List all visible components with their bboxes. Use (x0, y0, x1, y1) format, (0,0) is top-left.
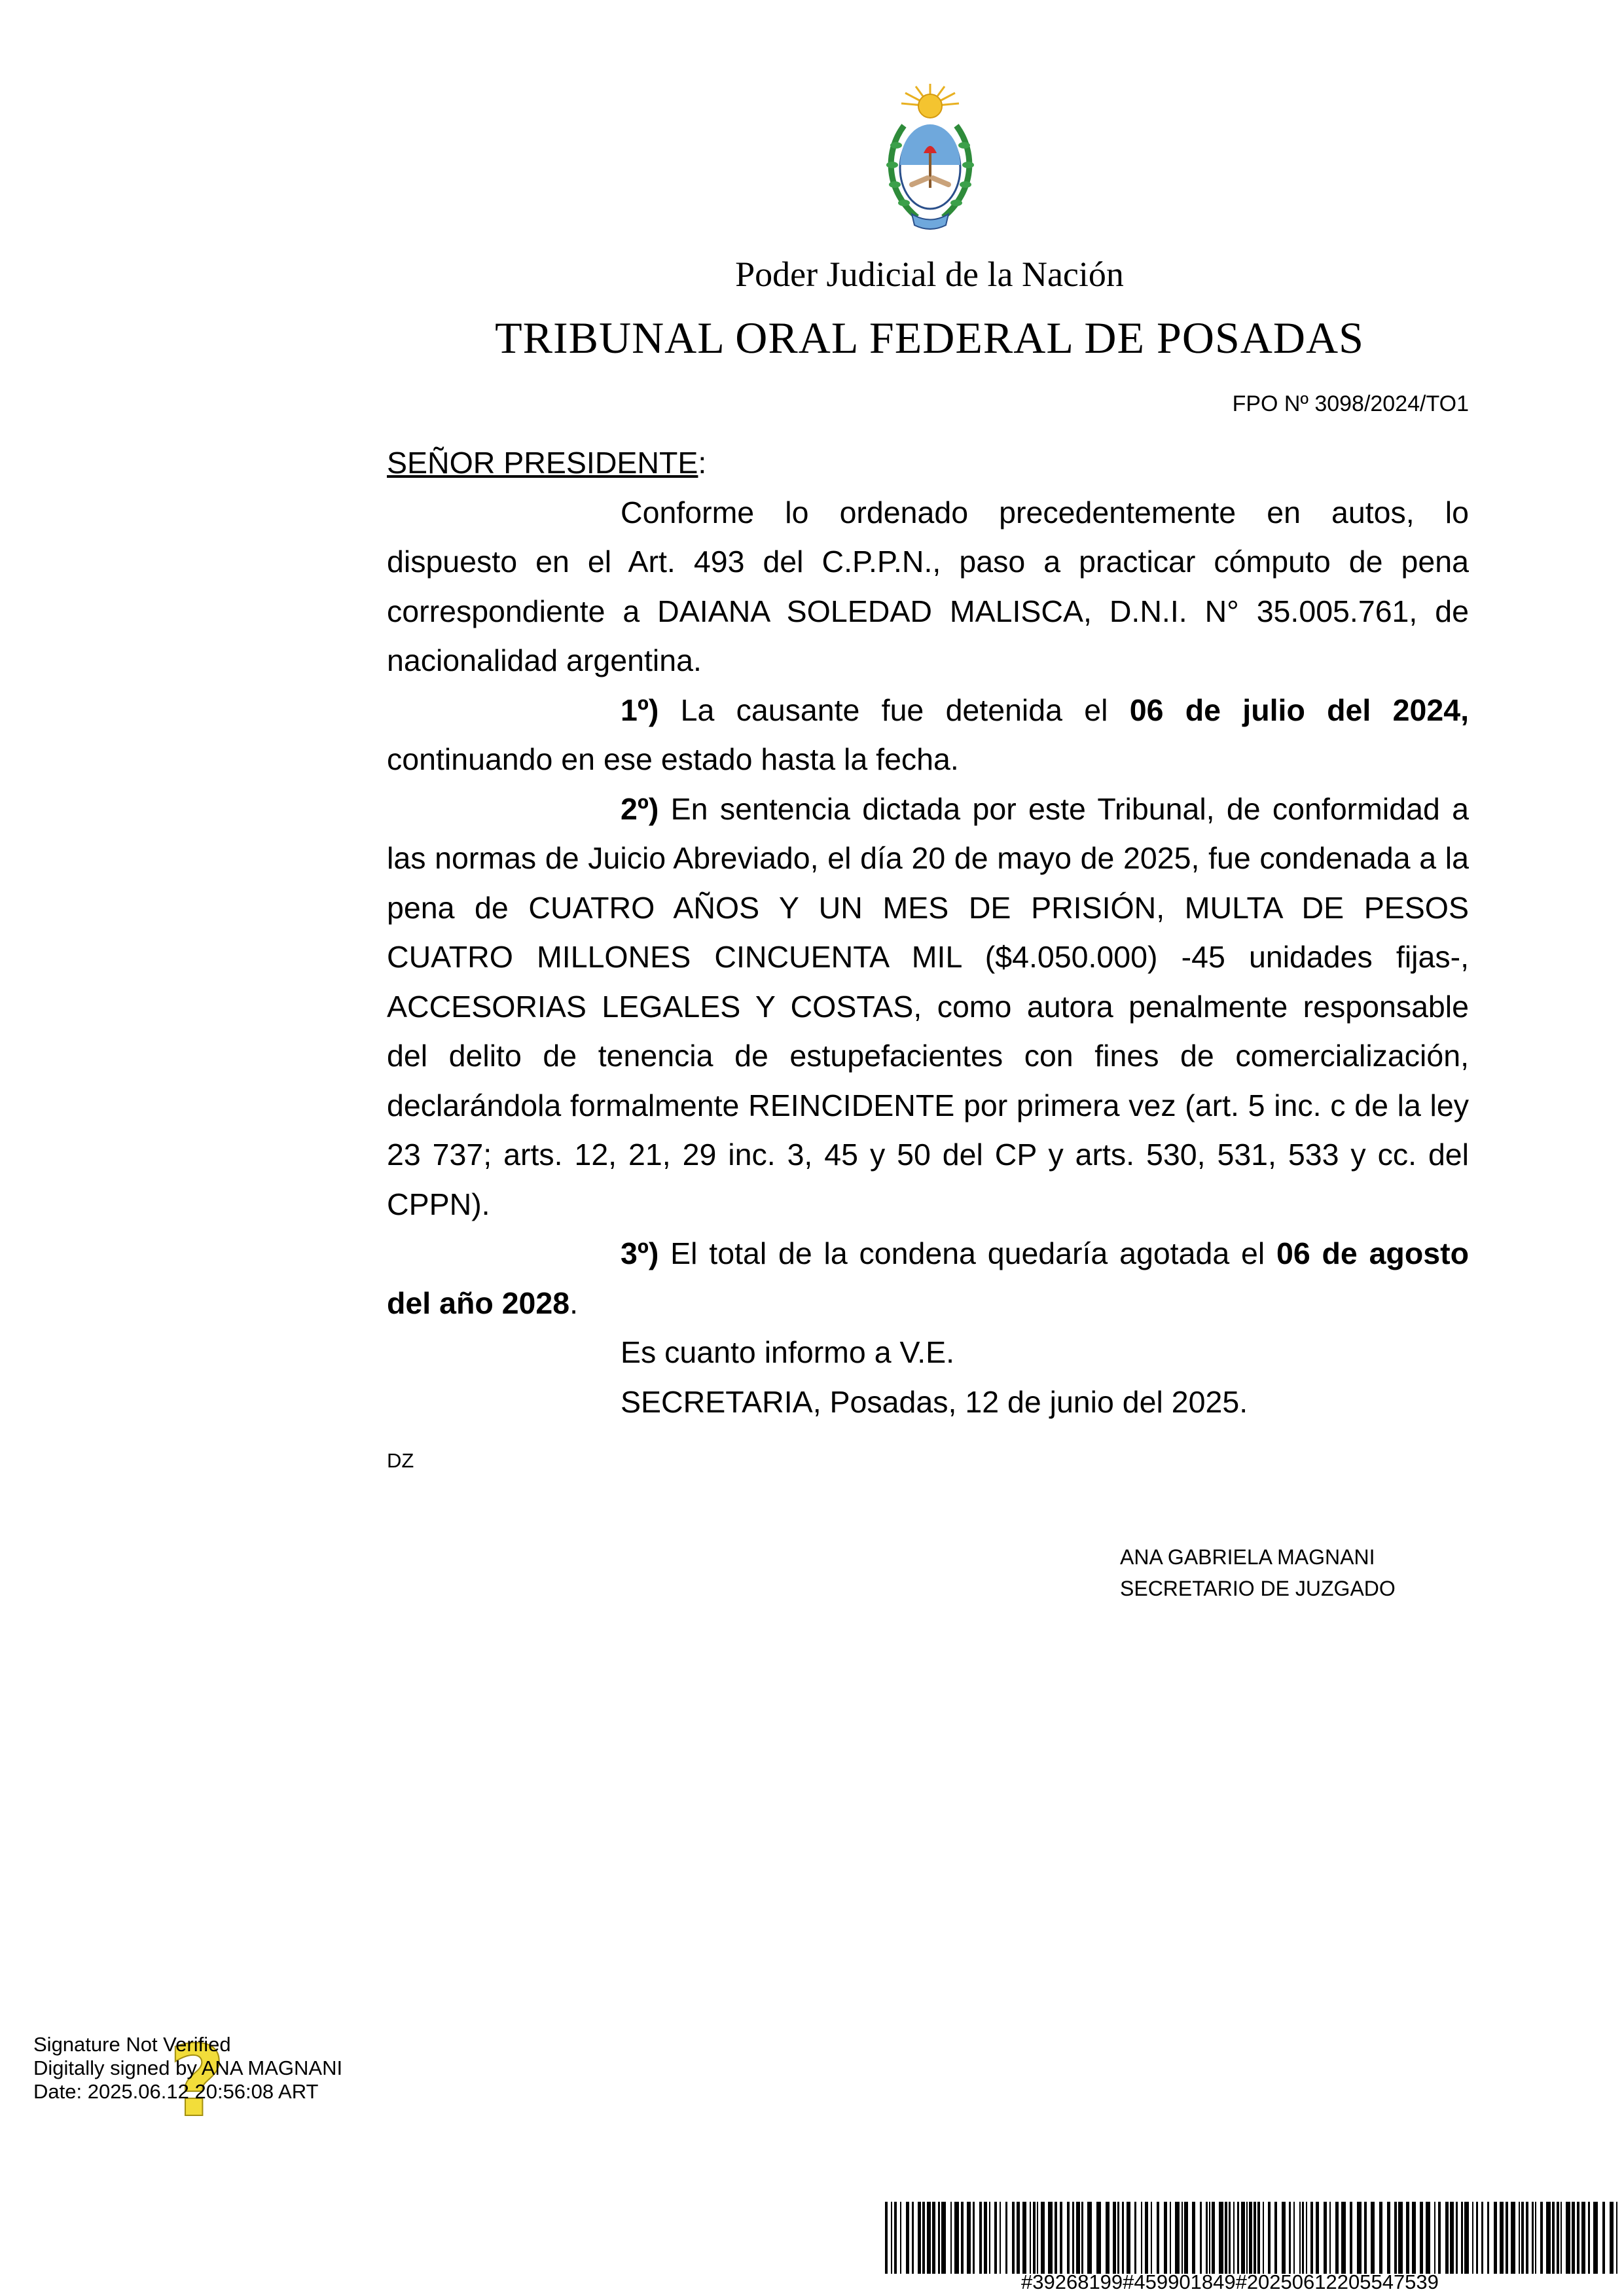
barcode-bar (1005, 2202, 1007, 2274)
barcode-bar (1225, 2202, 1227, 2274)
barcode-bar (1456, 2202, 1458, 2274)
item-1-paragraph (387, 686, 1469, 785)
item-2-paragraph (387, 785, 1469, 1230)
barcode-bar (1572, 2202, 1575, 2274)
barcode-bar (984, 2202, 987, 2274)
barcode-bar (1254, 2202, 1256, 2274)
item-2-number: 2º) (621, 791, 659, 826)
barcode-bar (989, 2202, 990, 2274)
barcode-bar (1087, 2202, 1092, 2274)
barcode-bar (1072, 2202, 1074, 2274)
barcode-bar (1546, 2202, 1551, 2274)
barcode-bar (1398, 2202, 1403, 2274)
barcode-bar (1450, 2202, 1454, 2274)
barcode-bar (1289, 2202, 1291, 2274)
signatory-name: ANA GABRIELA MAGNANI (1120, 1545, 1375, 1569)
barcode-bar (1335, 2202, 1339, 2274)
barcode-bar (1371, 2202, 1375, 2274)
barcode-bar (1310, 2202, 1313, 2274)
barcode-bar (1249, 2202, 1252, 2274)
barcode-bar (1610, 2202, 1614, 2274)
barcode-bar (1127, 2202, 1130, 2274)
signature-signed-by: Digitally signed by ANA MAGNANI (33, 2056, 343, 2079)
barcode-bar (1357, 2202, 1362, 2274)
barcode-bar (1494, 2202, 1497, 2274)
barcode-bar (1122, 2202, 1124, 2274)
barcode-bar (1175, 2202, 1180, 2274)
barcode-bar (1379, 2202, 1382, 2274)
barcode-bar (1263, 2202, 1264, 2274)
barcode-bar (932, 2202, 935, 2274)
barcode-bar (1329, 2202, 1331, 2274)
barcode-bar (1219, 2202, 1223, 2274)
barcode-bar (1030, 2202, 1031, 2274)
barcode-bar (1364, 2202, 1367, 2274)
barcode-bar (938, 2202, 940, 2274)
barcode-bar (922, 2202, 925, 2274)
barcode-bar (1067, 2202, 1070, 2274)
barcode-bar (1461, 2202, 1463, 2274)
salutation (387, 439, 1469, 488)
barcode-bar (1464, 2202, 1469, 2274)
item-1-date: 06 de julio del 2024, (1129, 692, 1469, 727)
barcode-bar (1274, 2202, 1277, 2274)
barcode-bar (973, 2202, 975, 2274)
barcode-bar (1257, 2202, 1260, 2274)
barcode-bar (1519, 2202, 1520, 2274)
signatory-role: SECRETARIO DE JUZGADO (1120, 1577, 1396, 1600)
barcode-bar (1170, 2202, 1171, 2274)
barcode-bar (1106, 2202, 1110, 2274)
barcode-bar (1081, 2202, 1083, 2274)
digital-signature-stamp (33, 2033, 342, 2104)
barcode-bar (1033, 2202, 1036, 2274)
barcode-bar (1438, 2202, 1441, 2274)
intro-paragraph: Conforme lo ordenado precedentemente en autos, lo dispuesto en el Art. 493 del C.P.P.N., paso a practicar cómputo de pena correspondiente a DAIANA SOLEDAD MALISCA, D.N.I. N° 35.005.761, de nacionalidad argentina. (387, 495, 1469, 677)
barcode-bar (1200, 2202, 1202, 2274)
barcode-bar (1212, 2202, 1215, 2274)
barcode-bar (1055, 2202, 1057, 2274)
barcode-bar (1113, 2202, 1116, 2274)
barcode-bar (1426, 2202, 1430, 2274)
barcode-bar (967, 2202, 971, 2274)
barcode-bar (1506, 2202, 1508, 2274)
signature-block (1120, 1541, 1396, 1604)
barcode-bar (1233, 2202, 1235, 2274)
barcode-bar (1577, 2202, 1579, 2274)
barcode-bar (1588, 2202, 1590, 2274)
barcode-bar (1434, 2202, 1435, 2274)
barcode-bar (1302, 2202, 1304, 2274)
barcode-bar (1299, 2202, 1301, 2274)
barcode-bar (1182, 2202, 1183, 2274)
barcode-bar (1157, 2202, 1159, 2274)
barcode-bar (1048, 2202, 1053, 2274)
barcode-bar (1293, 2202, 1295, 2274)
barcode-bar (1521, 2202, 1524, 2274)
closing-line: Es cuanto informo a V.E. (621, 1335, 955, 1369)
barcode-bar (927, 2202, 931, 2274)
barcode-bar (1096, 2202, 1101, 2274)
item-3-date: 06 de agosto del año 2028 (387, 1236, 1469, 1320)
barcode-bar (1184, 2202, 1188, 2274)
item-3-number: 3º) (621, 1236, 659, 1270)
barcode-bar (1229, 2202, 1231, 2274)
barcode-bar (1237, 2202, 1239, 2274)
barcode-bar (1060, 2202, 1062, 2274)
barcode-bar (891, 2202, 892, 2274)
barcode-bar (1602, 2202, 1605, 2274)
barcode-bar (994, 2202, 997, 2274)
barcode-bar (906, 2202, 909, 2274)
barcode-bar (1192, 2202, 1195, 2274)
barcode-bar (950, 2202, 952, 2274)
letterhead (0, 0, 1624, 393)
barcode-bar (1593, 2202, 1598, 2274)
barcode-bar (941, 2202, 946, 2274)
barcode-bar (1481, 2202, 1483, 2274)
typist-initials: DZ (387, 1449, 414, 1472)
barcode-bar (894, 2202, 897, 2274)
barcode-bar (1282, 2202, 1286, 2274)
barcode-bar (1022, 2202, 1026, 2274)
barcode-bar (1511, 2202, 1515, 2274)
barcode-bar (1017, 2202, 1020, 2274)
barcode-bar (1341, 2202, 1346, 2274)
barcode-bar (1164, 2202, 1167, 2274)
salutation-colon: : (698, 446, 707, 480)
court-name: TRIBUNAL ORAL FEDERAL DE POSADAS (495, 313, 1364, 363)
barcode-bar (1487, 2202, 1489, 2274)
item-1-text-b: continuando en ese estado hasta la fecha. (387, 742, 959, 776)
barcode-bar (1268, 2202, 1271, 2274)
barcode-bar (1566, 2202, 1570, 2274)
barcode-bar (1134, 2202, 1136, 2274)
barcode-bar (1535, 2202, 1536, 2274)
barcode-bar (1412, 2202, 1416, 2274)
barcode-bar (1076, 2202, 1080, 2274)
barcode-bar (1616, 2202, 1617, 2274)
barcode-bar (1141, 2202, 1142, 2274)
barcode-bar (979, 2202, 982, 2274)
barcode-number: #39268199#459901849#20250612205547539 (1021, 2270, 1439, 2293)
item-1-number: 1º) (621, 692, 659, 727)
barcode-bar (1406, 2202, 1409, 2274)
institution-name: Poder Judicial de la Nación (735, 255, 1124, 294)
barcode-bar (1246, 2202, 1248, 2274)
salutation-title: SEÑOR PRESIDENTE (387, 446, 698, 480)
item-3-text-b: . (569, 1285, 579, 1320)
barcode-bar (912, 2202, 914, 2274)
barcode-bar (1350, 2202, 1352, 2274)
item-3-paragraph (387, 1229, 1469, 1328)
barcode-bar (918, 2202, 921, 2274)
barcode-bar (1561, 2202, 1562, 2274)
barcode-bar (1526, 2202, 1528, 2274)
item-3-text-a: El total de la condena quedaría agotada el (659, 1236, 1276, 1270)
barcode-bar (954, 2202, 959, 2274)
barcode-bar (900, 2202, 901, 2274)
barcode-bar (1324, 2202, 1327, 2274)
barcode-bar (1306, 2202, 1307, 2274)
barcode-bar (1316, 2202, 1319, 2274)
item-2-text: En sentencia dictada por este Tribunal, de conformidad a las normas de Juicio Abreviado, el día 20 de mayo de 2025, fue condenada a la pena de CUATRO AÑOS Y UN MES DE PRISIÓN, MULTA DE PESOS CUATRO MILLONES CINCUENTA MIL ($4.050.000) -45 unidades fijas-, ACCESORIAS LEGALES Y COSTAS, como autora penalmente responsable del delito de tenencia de estupefacientes con fines de comercialización, declarándola formalmente REINCIDENTE por primera vez (art. 5 inc. c de la ley 23 737; arts. 12, 21, 29 inc. 3, 45 y 50 del CP y arts. 530, 531, 533 y cc. del CPPN). (387, 791, 1469, 1221)
item-1-text-a: La causante fue detenida el (659, 692, 1130, 727)
barcode-bar (885, 2202, 888, 2274)
barcode-bar (1532, 2202, 1534, 2274)
place-date-line: SECRETARIA, Posadas, 12 de junio del 2025. (621, 1384, 1248, 1419)
barcode-bar (1472, 2202, 1473, 2274)
barcode-bar (1209, 2202, 1210, 2274)
barcode-icon (885, 2202, 1623, 2274)
svg-text:?: ? (168, 2037, 226, 2128)
barcode-bar (1581, 2202, 1585, 2274)
document-body (387, 439, 1469, 1427)
barcode-bar (1151, 2202, 1152, 2274)
barcode-bar (1540, 2202, 1543, 2274)
barcode-bar (1445, 2202, 1449, 2274)
barcode-bar (961, 2202, 964, 2274)
barcode-bar (1117, 2202, 1119, 2274)
barcode-bar (1387, 2202, 1390, 2274)
barcode-bar (1145, 2202, 1148, 2274)
barcode-bar (1041, 2202, 1045, 2274)
barcode-bar (1476, 2202, 1478, 2274)
barcode-bar (1206, 2202, 1208, 2274)
barcode-bar (1000, 2202, 1001, 2274)
barcode-bar (1500, 2202, 1504, 2274)
barcode-bar (1012, 2202, 1015, 2274)
barcode-bar (1037, 2202, 1038, 2274)
barcode-bar (1557, 2202, 1559, 2274)
barcode-bar (1394, 2202, 1397, 2274)
barcode-bar (1241, 2202, 1245, 2274)
signature-status: Signature Not Verified (33, 2033, 231, 2056)
file-reference: FPO Nº 3098/2024/TO1 (1232, 391, 1469, 416)
signature-date: Date: 2025.06.12 20:56:08 ART (33, 2080, 319, 2103)
barcode-bar (1552, 2202, 1555, 2274)
barcode-bar (1420, 2202, 1423, 2274)
